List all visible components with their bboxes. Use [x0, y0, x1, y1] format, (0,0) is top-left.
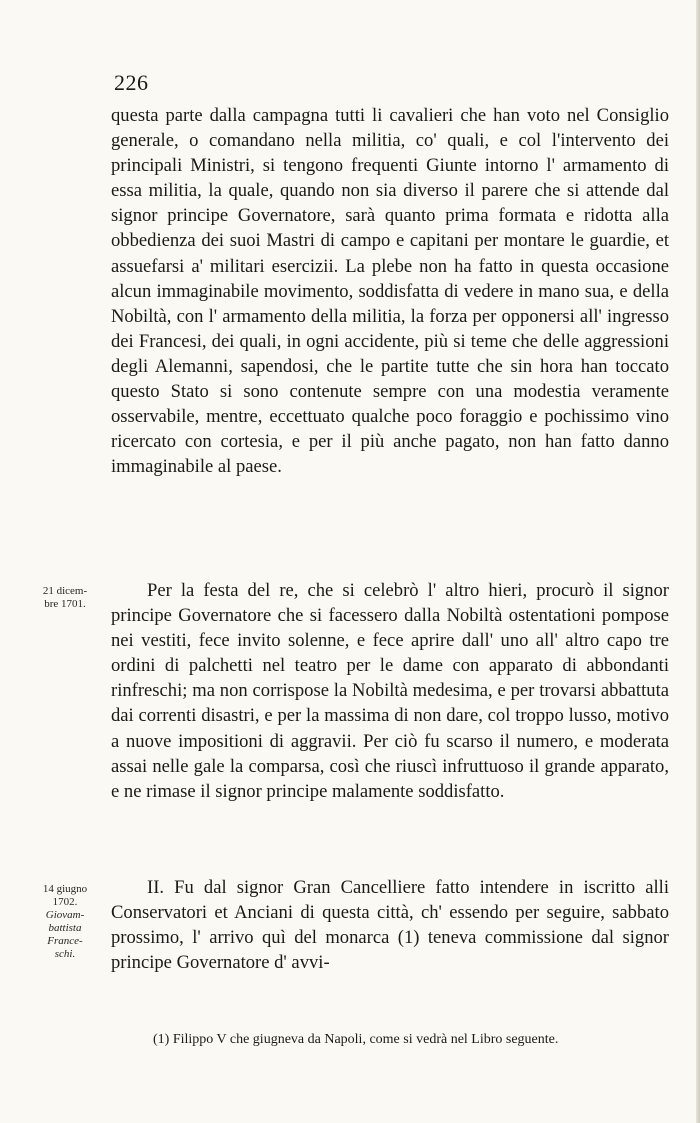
margin-note-line: 14 giugno — [42, 883, 88, 895]
margin-note-line: 21 dicem- — [42, 585, 88, 597]
margin-note-author: Giovam- — [45, 909, 85, 921]
margin-note-date-2 — [22, 883, 108, 961]
margin-note-author: battista — [48, 922, 82, 934]
footnote: (1) Filippo V che giugneva da Napoli, come si vedrà nel Libro seguente. — [153, 1032, 559, 1047]
paragraph-2: Per la festa del re, che si celebrò l' altro hieri, procurò il signor principe Governatore che si facessero dalla Nobiltà ostentationi pompose nei vestiti, fece invito solenne, e fece aprire dall' uno all' altro capo tre ordini di palchetti nel teatro per le dame con apparato di abbondanti rinfreschi; ma non corrispose la Nobiltà medesima, e per trovarsi abbattuta dai correnti disastri, e per la massima di non dare, col troppo lusso, motivo a nuove impositioni di aggravii. Per ciò fu scarso il numero, e moderata assai nelle gale la comparsa, così che riuscì infruttuoso il grande apparato, e ne rimase il signor principe malamente soddisfatto. — [111, 580, 669, 802]
paragraph-3: II. Fu dal signor Gran Cancelliere fatto intendere in iscritto alli Conservatori et Anciani di questa città, ch' essendo per seguire, sabbato prossimo, l' arrivo quì del monarca (1) teneva commissione dal signor principe Governatore d' avvi- — [111, 877, 669, 974]
margin-note-author: schi. — [54, 948, 76, 960]
margin-note-line: 1702. — [52, 896, 78, 908]
page-number: 226 — [114, 70, 149, 95]
page-edge-shadow — [696, 0, 700, 1123]
paragraph-1: questa parte dalla campagna tutti li cavalieri che han voto nel Consiglio generale, o comandano nella militia, co' quali, e col l'intervento dei principali Ministri, si tengono frequenti Giunte intorno l' armamento di essa militia, la quale, quando non sia diverso il parere che si attende dal signor principe Governatore, sarà quanto prima formata e ridotta alla obbedienza dei suoi Mastri di campo e capitani per montare le guardie, et assuefarsi a' militari esercizii. La plebe non ha fatto in questa occasione alcun immaginabile movimento, soddisfatta di vedere in mano sua, e della Nobiltà, con l' armamento della militia, la forza per opponersi all' ingresso dei Francesi, dei quali, in ogni accidente, più si teme che delle aggressioni degli Alemanni, sapendosi, che le partite tutte che sin hora han toccato questo Stato si sono contenute sempre con una modestia veramente osservabile, mentre, eccettuato qualche poco foraggio e pochissimo vino ricercato con cortesia, e per il più anche pagato, non han fatto danno immaginabile al paese. — [111, 105, 669, 478]
margin-note-author: France- — [47, 935, 83, 947]
margin-note-line: bre 1701. — [44, 598, 86, 610]
margin-note-date-1 — [22, 585, 108, 611]
